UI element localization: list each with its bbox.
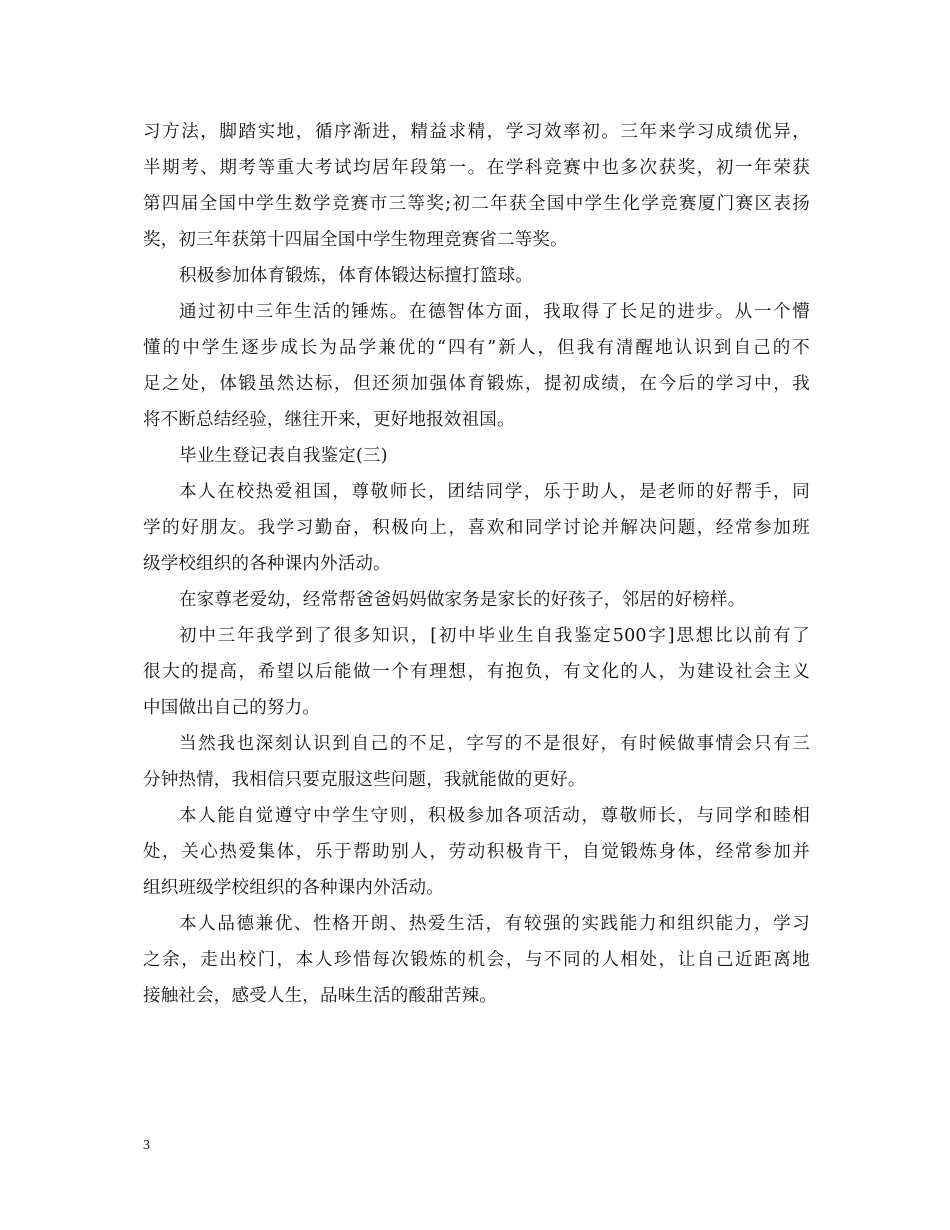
text-line: 初中三年我学到了很多知识，[初中毕业生自我鉴定500字]思想比以前有了	[179, 626, 810, 646]
paragraph-1	[143, 114, 810, 258]
text-line: 通过初中三年生活的锤炼。在德智体方面，我取得了长足的进步。从一个懵	[179, 302, 810, 322]
text-line: 懂的中学生逐步成长为品学兼优的“四有”新人，但我有清醒地认识到自己的不	[143, 338, 810, 358]
paragraph-9	[143, 798, 810, 906]
text-line: 奖，初三年获第十四届全国中学生物理竞赛省二等奖。	[143, 230, 568, 250]
paragraph-10	[143, 906, 810, 1014]
text-line: 很大的提高，希望以后能做一个有理想，有抱负，有文化的人，为建设社会主义	[143, 662, 810, 682]
text-line: 习方法，脚踏实地，循序渐进，精益求精，学习效率初。三年来学习成绩优异，	[143, 122, 810, 142]
text-line: 组织班级学校组织的各种课内外活动。	[143, 878, 444, 898]
text-line: 本人品德兼优、性格开朗、热爱生活，有较强的实践能力和组织能力，学习	[179, 914, 810, 934]
page-number: 3	[143, 1138, 150, 1153]
paragraph-8	[143, 726, 810, 798]
text-line: 积极参加体育锻炼，体育体锻达标擅打篮球。	[179, 266, 533, 286]
text-line: 学的好朋友。我学习勤奋，积极向上，喜欢和同学讨论并解决问题，经常参加班	[143, 518, 810, 538]
paragraph-6	[143, 582, 810, 618]
text-line: 足之处，体锻虽然达标，但还须加强体育锻炼，提初成绩，在今后的学习中，我	[143, 374, 810, 394]
paragraph-3	[143, 294, 810, 438]
text-line: 中国做出自己的努力。	[143, 698, 320, 718]
text-line: 当然我也深刻认识到自己的不足，字写的不是很好，有时候做事情会只有三	[179, 734, 810, 754]
text-line: 处，关心热爱集体，乐于帮助别人，劳动积极肯干，自觉锻炼身体，经常参加并	[143, 842, 810, 862]
text-line: 级学校组织的各种课内外活动。	[143, 554, 391, 574]
text-line: 半期考、期考等重大考试均居年段第一。在学科竞赛中也多次获奖，初一年荣获	[143, 158, 810, 178]
text-line: 之余，走出校门，本人珍惜每次锻炼的机会，与不同的人相处，让自己近距离地	[143, 950, 810, 970]
text-line: 将不断总结经验，继往开来，更好地报效祖国。	[143, 410, 515, 430]
text-line: 分钟热情，我相信只要克服这些问题，我就能做的更好。	[143, 770, 586, 790]
paragraph-7	[143, 618, 810, 726]
text-line: 本人能自觉遵守中学生守则，积极参加各项活动，尊敬师长，与同学和睦相	[179, 806, 810, 826]
text-line: 在家尊老爱幼，经常帮爸爸妈妈做家务是家长的好孩子，邻居的好榜样。	[179, 590, 746, 610]
section-heading	[143, 438, 810, 474]
document-body	[143, 114, 810, 1014]
heading-line: 毕业生登记表自我鉴定(三)	[179, 446, 388, 466]
text-line: 第四届全国中学生数学竞赛市三等奖;初二年获全国中学生化学竞赛厦门赛区表扬	[143, 194, 810, 214]
text-line: 接触社会，感受人生，品味生活的酸甜苦辣。	[143, 986, 497, 1006]
paragraph-5	[143, 474, 810, 582]
text-line: 本人在校热爱祖国，尊敬师长，团结同学，乐于助人，是老师的好帮手，同	[179, 482, 810, 502]
paragraph-2	[143, 258, 810, 294]
